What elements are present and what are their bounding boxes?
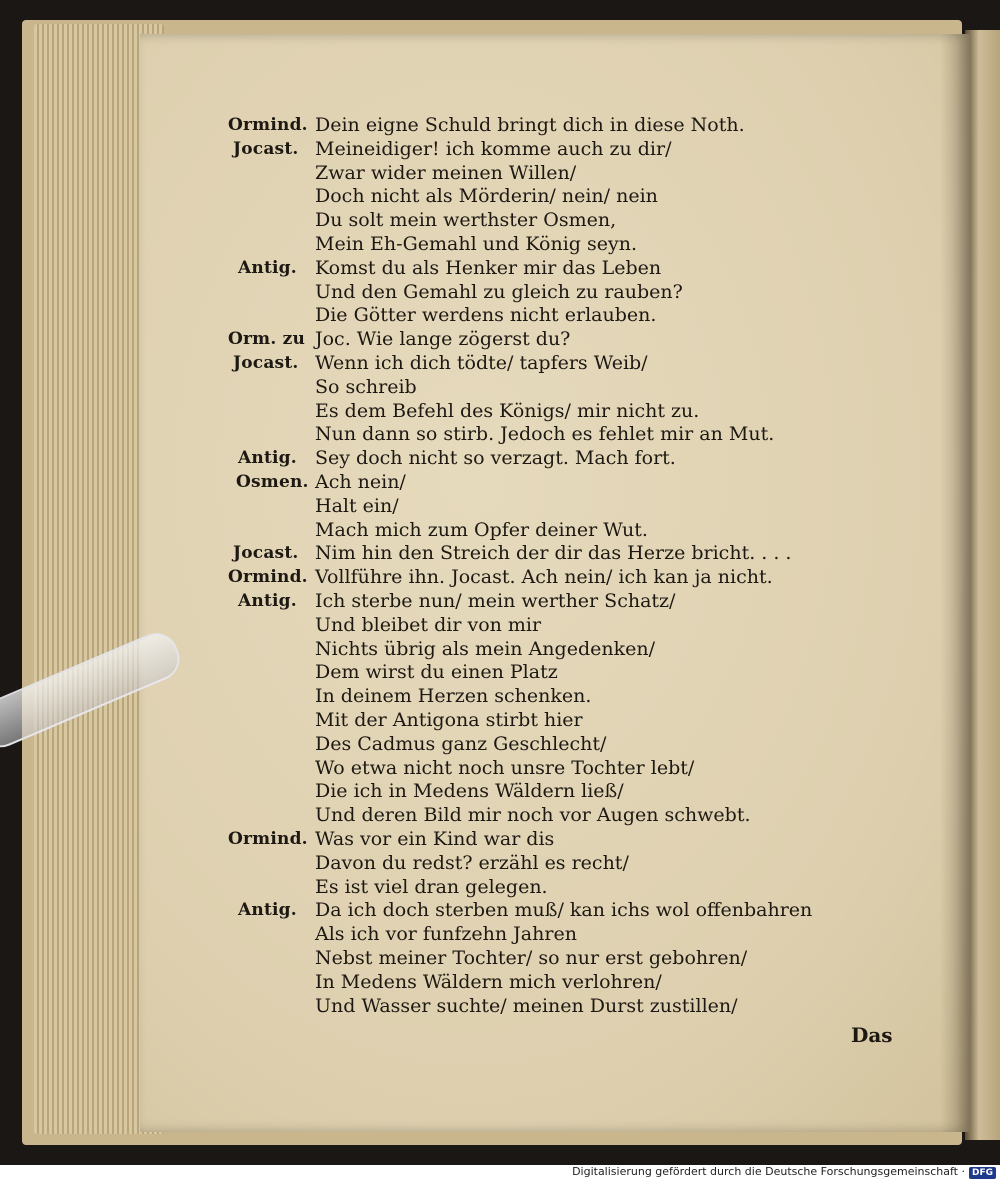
verse-line: So schreib [315,376,417,398]
dfg-logo: DFG [969,1167,996,1179]
facing-page-edge [965,30,1000,1140]
verse-line: Und Wasser suchte/ meinen Durst zustillen/ [315,995,738,1017]
speaker-label: Antig. [238,591,297,611]
speaker-label: Jocast. [233,139,299,159]
speaker-label: Antig. [238,900,297,920]
verse-line: Des Cadmus ganz Geschlecht/ [315,733,607,755]
verse-line: Die ich in Medens Wäldern ließ/ [315,780,624,802]
verse-line: Doch nicht als Mörderin/ nein/ nein [315,185,658,207]
speaker-label: Ormind. [228,115,308,135]
footer-credit: Digitalisierung gefördert durch die Deutsche Forschungsgemeinschaft · [572,1165,965,1178]
verse-line: Meineidiger! ich komme auch zu dir/ [315,138,672,160]
verse-line: Und bleibet dir von mir [315,614,542,636]
digitization-footer [0,1165,1000,1179]
verse-line: Komst du als Henker mir das Leben [315,257,662,279]
verse-line: Es ist viel dran gelegen. [315,876,548,898]
verse-line: Wo etwa nicht noch unsre Tochter lebt/ [315,757,695,779]
verse-line: Mein Eh-Gemahl und König seyn. [315,233,638,255]
verse-line: Dein eigne Schuld bringt dich in diese Noth. [315,114,745,136]
verse-line: Zwar wider meinen Willen/ [315,162,577,184]
verse-line: Davon du redst? erzähl es recht/ [315,852,629,874]
verse-line: Es dem Befehl des Königs/ mir nicht zu. [315,400,700,422]
speaker-label: Ormind. [228,567,308,587]
verse-line: Ich sterbe nun/ mein werther Schatz/ [315,590,676,612]
verse-line: Nim hin den Streich der dir das Herze bricht. . . . [315,542,792,564]
speaker-label: Antig. [238,448,297,468]
verse-line: In Medens Wäldern mich verlohren/ [315,971,662,993]
verse-line: In deinem Herzen schenken. [315,685,592,707]
speaker-label: Ormind. [228,829,308,849]
verse-line: Dem wirst du einen Platz [315,661,558,683]
verse-line: Da ich doch sterben muß/ kan ichs wol offenbahren [315,899,813,921]
verse-line: Nichts übrig als mein Angedenken/ [315,638,655,660]
speaker-label: Jocast. [233,543,299,563]
verse-line: Die Götter werdens nicht erlauben. [315,304,657,326]
speaker-label: Antig. [238,258,297,278]
verse-line: Mach mich zum Opfer deiner Wut. [315,519,648,541]
verse-line: Joc. Wie lange zögerst du? [315,328,571,350]
verse-line: Ach nein/ [315,471,406,493]
verse-line: Vollführe ihn. Jocast. Ach nein/ ich kan ja nicht. [315,566,773,588]
verse-line: Mit der Antigona stirbt hier [315,709,583,731]
gutter-shadow [940,34,970,1132]
catchword: Das [851,1023,893,1047]
verse-line: Und den Gemahl zu gleich zu rauben? [315,281,683,303]
speaker-label: Orm. zu [228,329,306,349]
verse-line: Sey doch nicht so verzagt. Mach fort. [315,447,676,469]
verse-line: Nun dann so stirb. Jedoch es fehlet mir an Mut. [315,423,775,445]
verse-line: Du solt mein werthster Osmen, [315,209,617,231]
verse-line: Und deren Bild mir noch vor Augen schwebt. [315,804,751,826]
verse-line: Halt ein/ [315,495,399,517]
verse-line: Als ich vor funfzehn Jahren [315,923,577,945]
speaker-label: Jocast. [233,353,299,373]
verse-line: Was vor ein Kind war dis [315,828,555,850]
speaker-label: Osmen. [236,472,309,492]
verse-line: Nebst meiner Tochter/ so nur erst gebohren/ [315,947,748,969]
verse-line: Wenn ich dich tödte/ tapfers Weib/ [315,352,648,374]
